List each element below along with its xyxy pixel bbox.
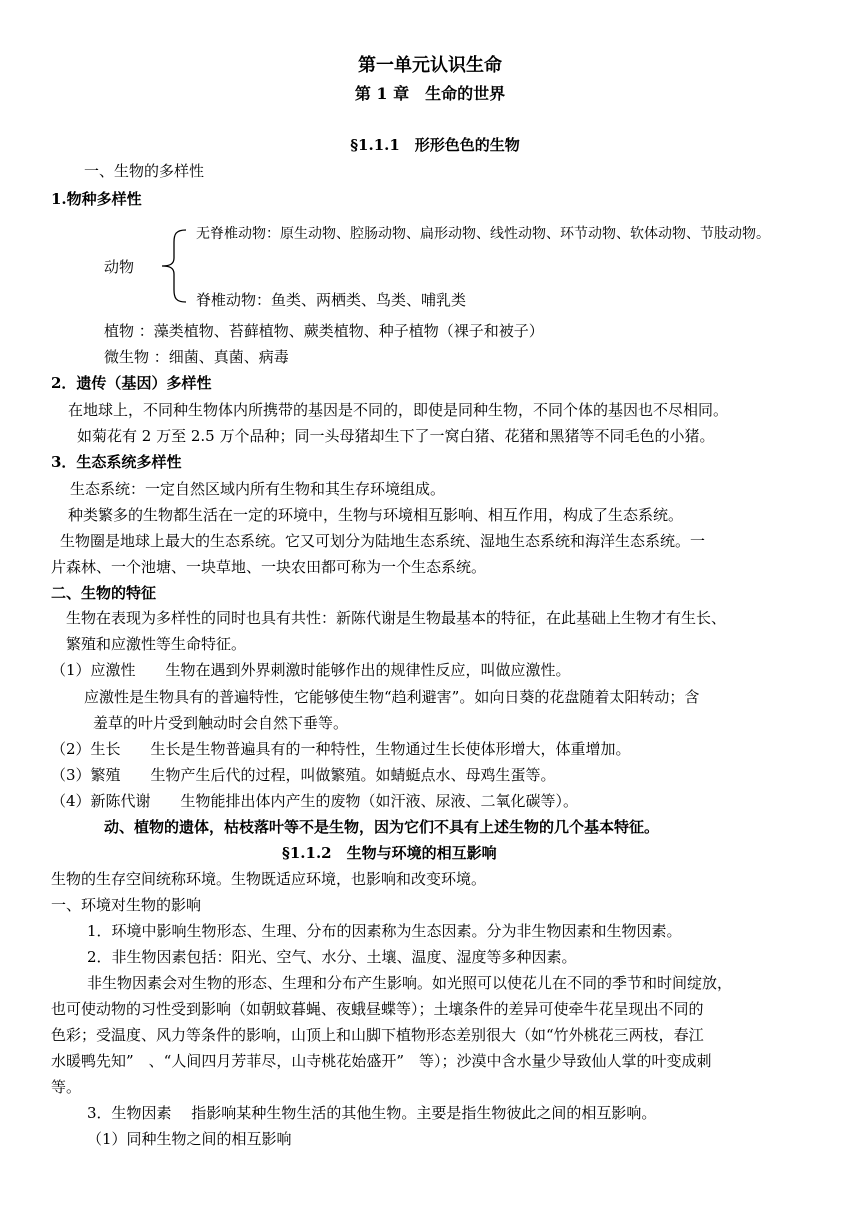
feature-reproduction: （3）繁殖 生物产生后代的过程，叫做繁殖。如蜻蜓点水、母鸡生蛋等。 [51,766,556,784]
genetic-paragraph-1: 在地球上，不同种生物体内所携带的基因是不同的，即使是同种生物，不同个体的基因也不尽相同。 [68,401,729,419]
features-paragraph-b: 繁殖和应激性等生命特征。 [66,635,247,653]
same-species-interaction-heading: （1）同种生物之间的相互影响 [87,1130,292,1148]
abiotic-effects-line-e: 等。 [51,1078,82,1096]
abiotic-effects-line-d: 水暖鸭先知” 、“人间四月芳菲尽，山寺桃花始盛开” 等）；沙漠中含水量少导致仙人掌的叶变成刺 [51,1052,712,1070]
feature-metabolism: （4）新陈代谢 生物能排出体内产生的废物（如汗液、尿液、二氧化碳等）。 [51,792,579,810]
ecosystem-paragraph-1: 生态系统：一定自然区域内所有生物和其生存环境组成。 [70,480,446,498]
ecological-factors-paragraph: 1．环境中影响生物形态、生理、分布的因素称为生态因素。分为非生物因素和生物因素。 [87,922,682,940]
abiotic-effects-line-c: 色彩；受温度、风力等条件的影响，山顶上和山脚下植物形态差别很大（如“竹外桃花三两枝，春江 [51,1026,704,1044]
ecosystem-paragraph-3b: 片森林、一个池塘、一块草地、一块农田都可称为一个生态系统。 [51,558,487,576]
biotic-factors-paragraph: 3．生物因素 指影响某种生物生活的其他生物。主要是指生物彼此之间的相互影响。 [87,1104,657,1122]
features-paragraph-a: 生物在表现为多样性的同时也具有共性：新陈代谢是生物最基本的特征，在此基础上生物才有生长、 [66,609,727,627]
bold-note: 动、植物的遗体，枯枝落叶等不是生物，因为它们不具有上述生物的几个基本特征。 [104,818,660,836]
item-genetic-diversity: 2．遗传（基因）多样性 [51,374,212,392]
abiotic-effects-line-a: 非生物因素会对生物的形态、生理和分布产生影响。如光照可以使花儿在不同的季节和时间绽放， [87,974,733,992]
invertebrates-text: 无脊椎动物：原生动物、腔肠动物、扁形动物、线性动物、环节动物、软体动物、节肢动物。 [196,226,770,242]
irritability-paragraph-a: 应激性是生物具有的普遍特性，它能够使生物“趋利避害”。如向日葵的花盘随着太阳转动；含 [84,688,700,706]
irritability-paragraph-b: 羞草的叶片受到触动时会自然下垂等。 [93,714,349,732]
feature-growth: （2）生长 生长是生物普遍具有的一种特性，生物通过生长使体形增大，体重增加。 [51,740,631,758]
section-heading-1-1-1: §1.1.1 形形色色的生物 [350,136,520,154]
chapter-title: 第 1 章 生命的世界 [354,84,506,103]
part-heading-environment-effects: 一、环境对生物的影响 [51,896,202,914]
item-ecosystem-diversity: 3．生态系统多样性 [51,453,182,471]
animals-label: 动物 [104,258,135,276]
item-species-diversity: 1.物种多样性 [51,190,142,208]
part-heading-diversity: 一、生物的多样性 [84,162,205,180]
microbes-text: 微生物 ：细菌、真菌、病毒 [104,348,289,366]
part-heading-features: 二、生物的特征 [51,584,157,602]
environment-intro: 生物的生存空间统称环境。生物既适应环境，也影响和改变环境。 [51,870,487,888]
feature-irritability: （1）应激性 生物在遇到外界刺激时能够作出的规律性反应，叫做应激性。 [51,661,571,679]
ecosystem-paragraph-2: 种类繁多的生物都生活在一定的环境中，生物与环境相互影响、相互作用，构成了生态系统。 [68,506,684,524]
vertebrates-text: 脊椎动物：鱼类、两栖类、鸟类、哺乳类 [196,291,467,309]
abiotic-factors-paragraph: 2．非生物因素包括：阳光、空气、水分、土壤、温度、湿度等多种因素。 [87,948,577,966]
unit-title: 第一单元认识生命 [358,55,502,76]
plants-text: 植物 ：藻类植物、苔藓植物、蕨类植物、种子植物（裸子和被子） [104,322,544,340]
brace-icon [156,226,192,306]
abiotic-effects-line-b: 也可使动物的习性受到影响（如朝蚊暮蝇、夜蛾昼蝶等）；土壤条件的差异可使牵牛花呈现出不同的 [51,1000,704,1018]
section-heading-1-1-2: §1.1.2 生物与环境的相互影响 [282,844,497,862]
ecosystem-paragraph-3a: 生物圈是地球上最大的生态系统。它又可划分为陆地生态系统、湿地生态系统和海洋生态系统。一 [60,532,706,550]
genetic-paragraph-2: 如菊花有 2 万至 2.5 万个品种；同一头母猪却生下了一窝白猪、花猪和黑猪等不同毛色的小猪。 [77,427,715,445]
